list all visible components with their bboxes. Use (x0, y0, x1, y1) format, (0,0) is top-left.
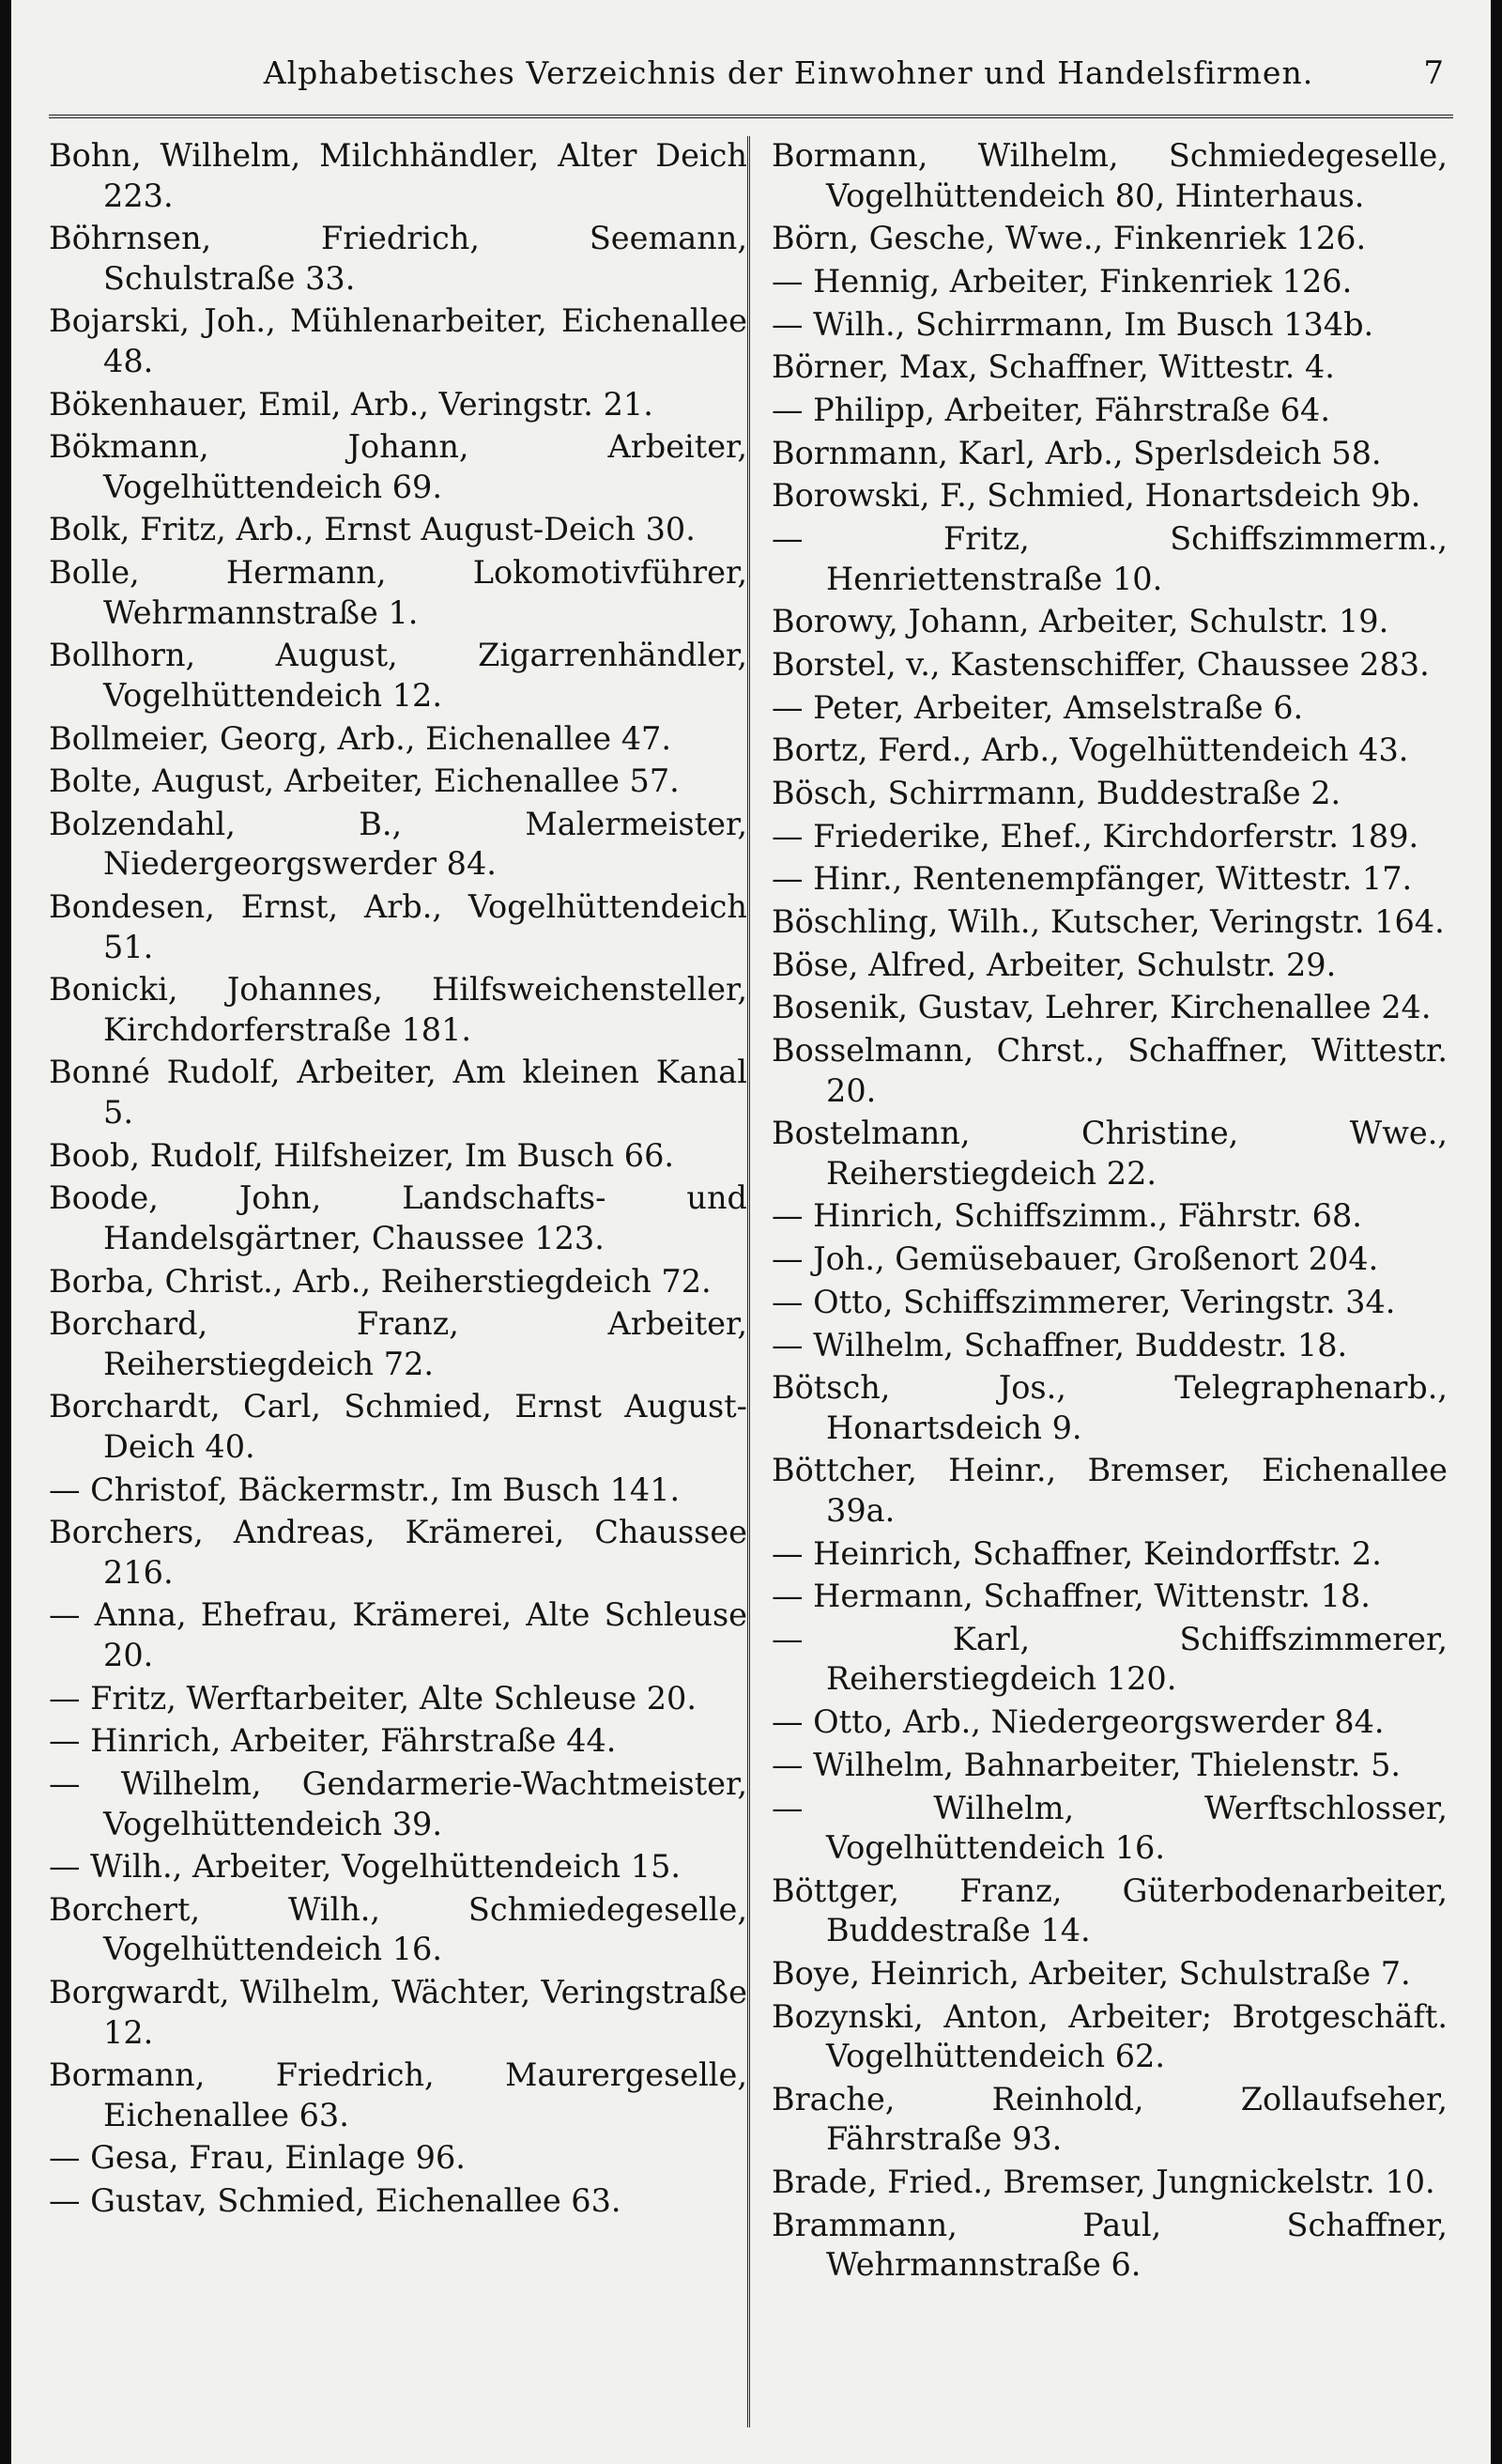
directory-entry: Boode, John, Landschafts- und Handelsgärtner, Chaussee 123. (49, 1179, 747, 1256)
directory-entry: — Philipp, Arbeiter, Fährstraße 64. (772, 391, 1331, 428)
directory-entry: Bollmeier, Georg, Arb., Eichenallee 47. (49, 719, 671, 757)
directory-entry: Bolle, Hermann, Lokomotivführer, Wehrmannstraße 1. (49, 554, 747, 631)
directory-entry: Bormann, Wilhelm, Schmiedegeselle, Vogelhüttendeich 80, Hinterhaus. (772, 137, 1448, 214)
directory-entry: Brammann, Paul, Schaffner, Wehrmannstraße 6. (772, 2206, 1448, 2284)
directory-entry: — Wilhelm, Schaffner, Buddestr. 18. (772, 1326, 1348, 1363)
directory-entry: Borchert, Wilh., Schmiedegeselle, Vogelhüttendeich 16. (49, 1890, 747, 1968)
directory-entry: — Wilh., Arbeiter, Vogelhüttendeich 15. (49, 1848, 682, 1886)
directory-entry: Borgwardt, Wilhelm, Wächter, Veringstraße 12. (49, 1974, 747, 2051)
directory-entry: Bollhorn, August, Zigarrenhändler, Vogelhüttendeich 12. (49, 637, 747, 714)
directory-entry: Bonicki, Johannes, Hilfsweichensteller, Kirchdorferstraße 181. (49, 971, 747, 1048)
directory-entry: — Wilhelm, Gendarmerie-Wachtmeister, Vogelhüttendeich 39. (49, 1765, 747, 1842)
directory-entry: — Wilhelm, Bahnarbeiter, Thielenstr. 5. (772, 1746, 1402, 1783)
directory-entry: Borchardt, Carl, Schmied, Ernst August-Deich 40. (49, 1388, 747, 1465)
directory-entry: — Karl, Schiffszimmerer, Reiherstiegdeich 120. (772, 1620, 1448, 1698)
directory-entry: — Anna, Ehefrau, Krämerei, Alte Schleuse 20. (49, 1596, 747, 1673)
directory-entry: Bötsch, Jos., Telegraphenarb., Honartsdeich 9. (772, 1369, 1448, 1446)
directory-entry: Borowski, F., Schmied, Honartsdeich 9b. (772, 477, 1421, 515)
directory-entry: Brache, Reinhold, Zollaufseher, Fährstraße 93. (772, 2080, 1448, 2158)
left-column (49, 136, 747, 2225)
directory-entry: Bostelmann, Christine, Wwe., Reiherstiegdeich 22. (772, 1115, 1448, 1192)
directory-entry: Börn, Gesche, Wwe., Finkenriek 126. (772, 220, 1367, 257)
directory-entry: Böse, Alfred, Arbeiter, Schulstr. 29. (772, 946, 1337, 983)
directory-entry: Bökenhauer, Emil, Arb., Veringstr. 21. (49, 385, 653, 423)
directory-entry: Boob, Rudolf, Hilfsheizer, Im Busch 66. (49, 1136, 675, 1174)
directory-entry: — Otto, Arb., Niedergeorgswerder 84. (772, 1703, 1385, 1741)
directory-entry: — Otto, Schiffszimmerer, Veringstr. 34. (772, 1283, 1396, 1320)
directory-entry: Bosselmann, Chrst., Schaffner, Wittestr. 20. (772, 1032, 1448, 1109)
directory-entry: — Peter, Arbeiter, Amselstraße 6. (772, 688, 1304, 726)
directory-entry: Bökmann, Johann, Arbeiter, Vogelhüttendeich 69. (49, 428, 747, 505)
directory-entry: Bojarski, Joh., Mühlenarbeiter, Eichenallee 48. (49, 302, 747, 379)
page-header (49, 54, 1453, 107)
directory-entry: Bondesen, Ernst, Arb., Vogelhüttendeich 51. (49, 888, 747, 965)
directory-entry: Bortz, Ferd., Arb., Vogelhüttendeich 43. (772, 732, 1409, 769)
directory-entry: Brade, Fried., Bremser, Jungnickelstr. 10. (772, 2163, 1435, 2200)
directory-entry: — Fritz, Schiffszimmerm., Henriettenstraße 10. (772, 520, 1448, 597)
directory-entry: Bolte, August, Arbeiter, Eichenallee 57. (49, 762, 680, 800)
directory-entry: Bösch, Schirrmann, Buddestraße 2. (772, 774, 1341, 811)
directory-entry: Borowy, Johann, Arbeiter, Schulstr. 19. (772, 603, 1389, 640)
directory-entry: Böttger, Franz, Güterbodenarbeiter, Buddestraße 14. (772, 1871, 1448, 1949)
directory-entry: Bonné Rudolf, Arbeiter, Am kleinen Kanal 5. (49, 1054, 747, 1131)
directory-entry: Boye, Heinrich, Arbeiter, Schulstraße 7. (772, 1954, 1411, 1992)
directory-entry: Borchers, Andreas, Krämerei, Chaussee 216. (49, 1514, 747, 1591)
directory-entry: — Hennig, Arbeiter, Finkenriek 126. (772, 262, 1353, 300)
directory-entry: — Hermann, Schaffner, Wittenstr. 18. (772, 1578, 1371, 1615)
directory-entry: — Friederike, Ehef., Kirchdorferstr. 189. (772, 817, 1419, 855)
directory-entry: Bosenik, Gustav, Lehrer, Kirchenallee 24. (772, 989, 1432, 1026)
right-column (772, 136, 1448, 2288)
directory-entry: — Christof, Bäckermstr., Im Busch 141. (49, 1471, 681, 1508)
directory-entry: Bolk, Fritz, Arb., Ernst August-Deich 30. (49, 511, 696, 548)
directory-entry: Bormann, Friedrich, Maurergeselle, Eichenallee 63. (49, 2056, 747, 2133)
directory-entry: Bornmann, Karl, Arb., Sperlsdeich 58. (772, 434, 1382, 471)
directory-entry: Börner, Max, Schaffner, Wittestr. 4. (772, 348, 1335, 386)
directory-entry: Böhrnsen, Friedrich, Seemann, Schulstraße 33. (49, 220, 747, 297)
header-rule (49, 115, 1453, 118)
running-title: Alphabetisches Verzeichnis der Einwohner und Handelsfirmen. (263, 54, 1314, 91)
directory-entry: Borba, Christ., Arb., Reiherstiegdeich 72. (49, 1262, 712, 1300)
directory-entry: — Wilhelm, Werftschlosser, Vogelhüttendeich 16. (772, 1789, 1448, 1866)
directory-entry: — Fritz, Werftarbeiter, Alte Schleuse 20. (49, 1679, 697, 1717)
directory-entry: — Joh., Gemüsebauer, Großenort 204. (772, 1240, 1379, 1278)
directory-entry: — Hinr., Rentenempfänger, Wittestr. 17. (772, 860, 1413, 898)
directory-entry: — Gesa, Frau, Einlage 96. (49, 2139, 466, 2177)
directory-entry: Bozynski, Anton, Arbeiter; Brotgeschäft. Vogelhüttendeich 62. (772, 1997, 1448, 2075)
directory-entry: — Gustav, Schmied, Eichenallee 63. (49, 2182, 621, 2220)
directory-entry: Böttcher, Heinr., Bremser, Eichenallee 39a. (772, 1452, 1448, 1529)
directory-entry: — Wilh., Schirrmann, Im Busch 134b. (772, 305, 1374, 343)
directory-entry: Bolzendahl, B., Malermeister, Niedergeorgswerder 84. (49, 805, 747, 883)
directory-entry: Borchard, Franz, Arbeiter, Reiherstiegdeich 72. (49, 1305, 747, 1382)
directory-entry: Borstel, v., Kastenschiffer, Chaussee 283. (772, 645, 1430, 683)
column-divider (747, 136, 750, 2427)
directory-entry: — Hinrich, Schiffszimm., Fährstr. 68. (772, 1197, 1362, 1235)
page-number: 7 (1423, 54, 1444, 92)
directory-page (11, 0, 1491, 2464)
directory-entry: Bohn, Wilhelm, Milchhändler, Alter Deich 223. (49, 137, 747, 214)
directory-entry: Böschling, Wilh., Kutscher, Veringstr. 164. (772, 903, 1445, 940)
directory-entry: — Heinrich, Schaffner, Keindorffstr. 2. (772, 1534, 1382, 1572)
directory-entry: — Hinrich, Arbeiter, Fährstraße 44. (49, 1722, 617, 1760)
